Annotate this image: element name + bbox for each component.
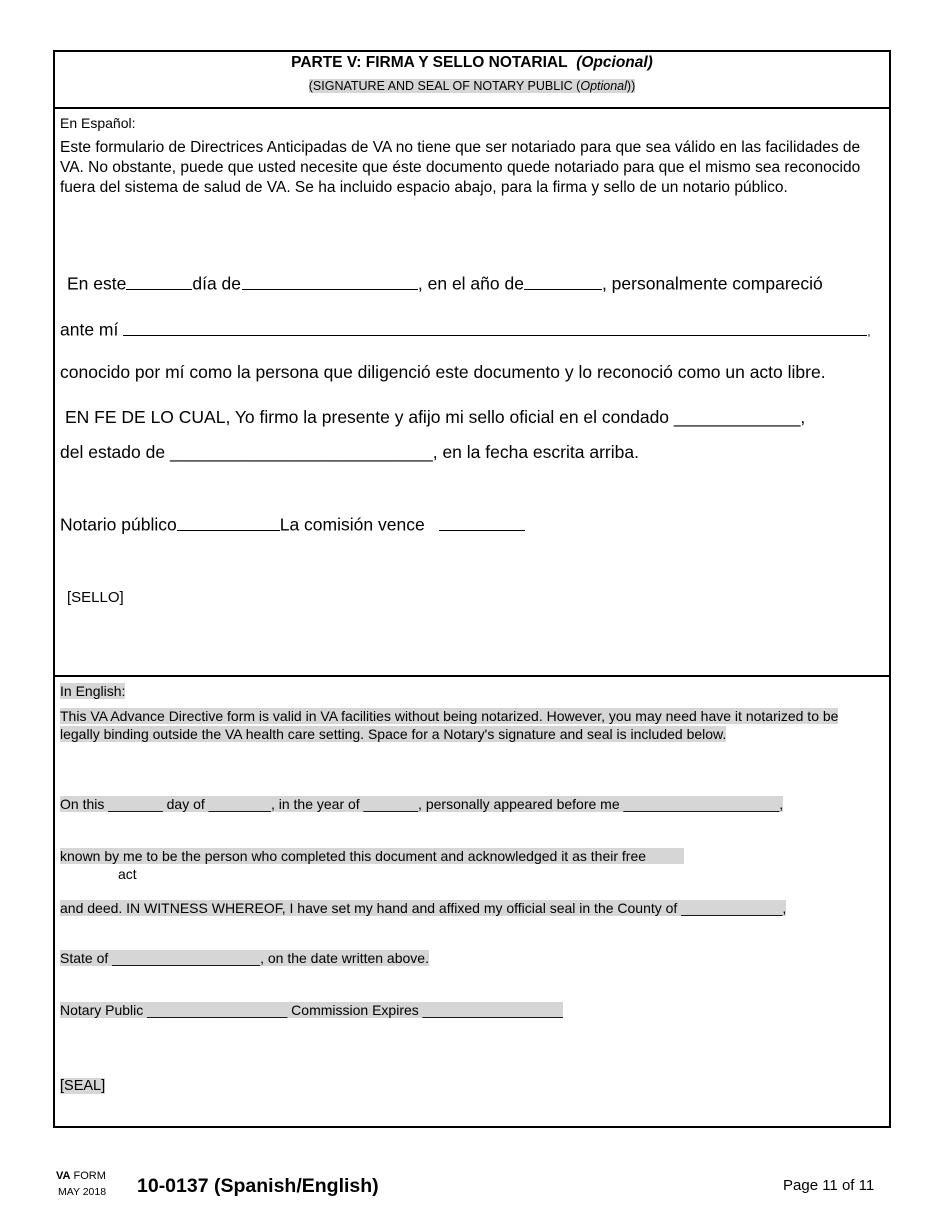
appeared-name-field[interactable] xyxy=(123,317,867,336)
spanish-known-line: conocido por mí como la persona que diligenció este documento y lo reconoció como un acto libre. xyxy=(60,362,826,382)
spanish-appeared-line: ante mí , xyxy=(60,317,871,341)
month-field[interactable] xyxy=(242,271,418,290)
part-title: PARTE V: FIRMA Y SELLO NOTARIAL (Opcional) xyxy=(291,54,653,71)
year-field[interactable] xyxy=(524,271,602,290)
spanish-notary-line: Notario público La comisión vence xyxy=(60,512,525,536)
spanish-seal: [SELLO] xyxy=(67,589,124,606)
english-notary-line: Notary Public __________________ Commission Expires __________________ xyxy=(60,1002,563,1018)
notary-signature-field[interactable] xyxy=(177,512,280,531)
spanish-state-line: del estado de ___________________________, en la fecha escrita arriba. xyxy=(60,442,639,462)
english-seal: [SEAL] xyxy=(60,1078,106,1094)
header-divider xyxy=(55,107,889,109)
page-number: Page 11 of 11 xyxy=(783,1177,875,1194)
english-date-line: On this _______ day of ________, in the year of _______, personally appeared before me ____________________, xyxy=(60,796,784,812)
section-divider xyxy=(55,675,889,677)
day-field[interactable] xyxy=(126,271,192,290)
spanish-label: En Español: xyxy=(60,115,136,131)
form-frame xyxy=(53,50,891,1128)
commission-field[interactable] xyxy=(439,512,525,531)
english-known-line: known by me to be the person who completed this document and acknowledged it as their free xyxy=(60,848,684,864)
form-number: 10-0137 (Spanish/English) xyxy=(137,1175,379,1197)
part-subtitle: (SIGNATURE AND SEAL OF NOTARY PUBLIC (Optional)) xyxy=(308,79,636,93)
english-paragraph: This VA Advance Directive form is valid in VA facilities without being notarized. However, you may need have it notarized to be legally binding outside the VA health care setting. Space for a Notary's signature and seal is included below. xyxy=(60,708,839,742)
english-label: In English: xyxy=(60,683,126,699)
spanish-witness-line: EN FE DE LO CUAL, Yo firmo la presente y afijo mi sello oficial en el condado _____________, xyxy=(65,407,806,427)
spanish-paragraph: Este formulario de Directrices Anticipadas de VA no tiene que ser notariado para que sea válido en las facilidades de VA. No obstante, puede que usted necesite que éste documento quede notariado para que el mismo sea reconocido fuera del sistema de salud de VA. Se ha incluido espacio abajo, para la firma y sello de un notario público. xyxy=(60,139,861,196)
spanish-date-line: En este día de , en el año de , personalmente compareció xyxy=(67,271,823,295)
english-witness-line: and deed. IN WITNESS WHEREOF, I have set my hand and affixed my official seal in the County of _____________, xyxy=(60,900,787,916)
english-state-line: State of ___________________, on the date written above. xyxy=(60,950,429,966)
footer-va-form: VA FORM xyxy=(56,1170,106,1182)
footer-date: MAY 2018 xyxy=(58,1186,107,1198)
english-known-line-cont: act xyxy=(118,866,137,882)
